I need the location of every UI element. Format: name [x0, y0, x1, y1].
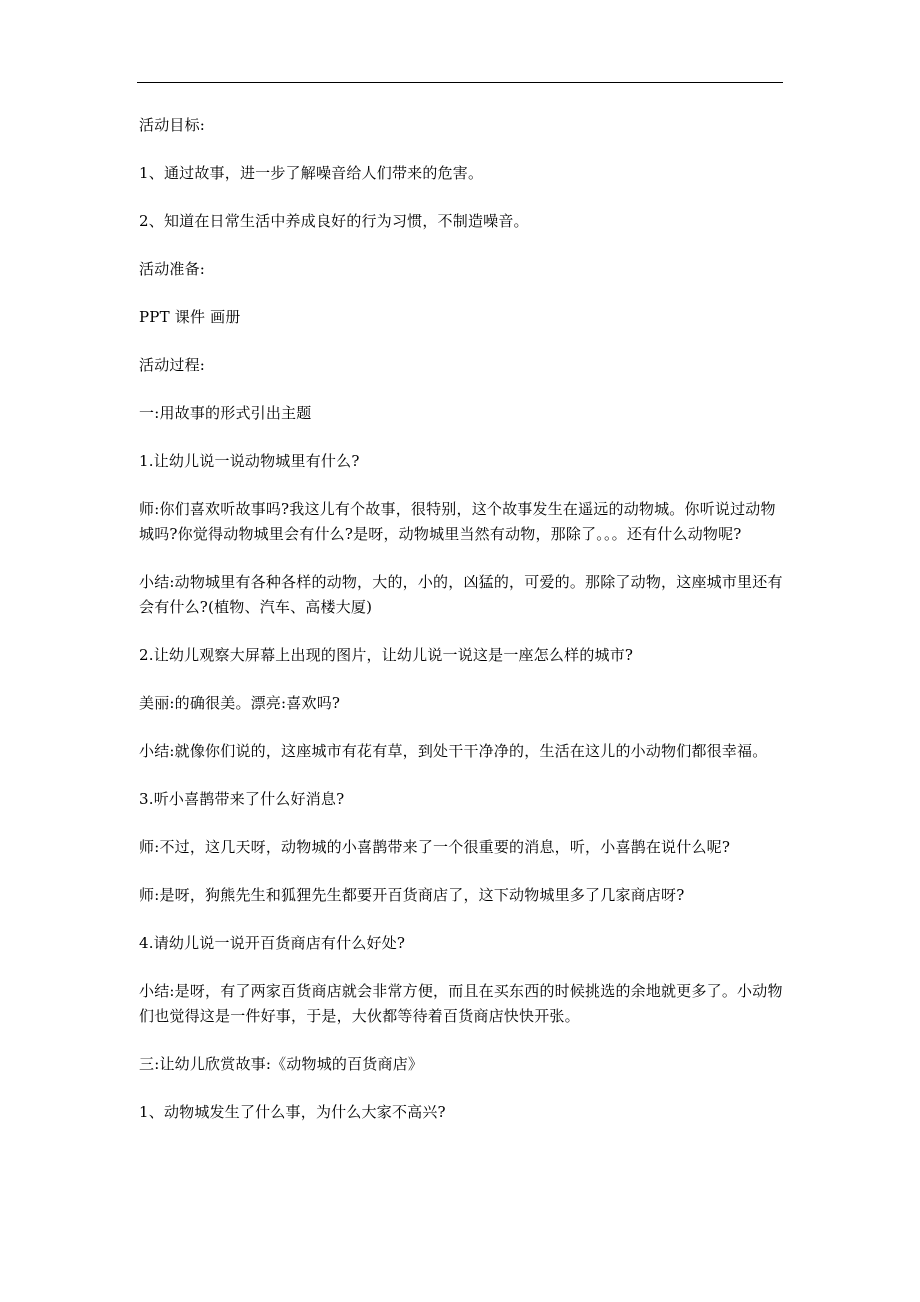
- teacher-dialogue-2: 师:不过，这几天呀，动物城的小喜鹊带来了一个很重要的消息，听，小喜鹊在说什么呢?: [139, 838, 731, 856]
- goal-item-1: 1、通过故事，进一步了解噪音给人们带来的危害。: [139, 164, 484, 182]
- section-heading-preparation: 活动准备:: [139, 260, 206, 278]
- summary-3: 小结:是呀，有了两家百货商店就会非常方便，而且在买东西的时候挑选的余地就更多了。小动物们也觉得这是一件好事，于是，大伙都等待着百货商店快快开张。: [139, 982, 783, 1025]
- process-substep-3: 3.听小喜鹊带来了什么好消息?: [139, 790, 345, 808]
- summary-2: 小结:就像你们说的，这座城市有花有草，到处干干净净的，生活在这儿的小动物们都很幸福。: [139, 742, 768, 760]
- dialogue-beautiful: 美丽:的确很美。漂亮:喜欢吗?: [139, 694, 341, 712]
- process-step-3-question-1: 1、动物城发生了什么事，为什么大家不高兴?: [139, 1103, 446, 1121]
- process-step-1-heading: 一:用故事的形式引出主题: [139, 404, 312, 422]
- summary-1: 小结:动物城里有各种各样的动物，大的，小的，凶猛的，可爱的。那除了动物，这座城市里还有会有什么?(植物、汽车、高楼大厦): [139, 573, 783, 616]
- process-substep-2: 2.让幼儿观察大屏幕上出现的图片，让幼儿说一说这是一座怎么样的城市?: [139, 646, 634, 664]
- goal-item-2: 2、知道在日常生活中养成良好的行为习惯，不制造噪音。: [139, 212, 529, 230]
- header-rule: [137, 82, 783, 83]
- process-substep-1: 1.让幼儿说一说动物城里有什么?: [139, 452, 360, 470]
- process-substep-4: 4.请幼儿说一说开百货商店有什么好处?: [139, 934, 406, 952]
- document-body: [139, 113, 784, 1148]
- preparation-materials: PPT 课件 画册: [139, 308, 241, 326]
- process-step-3-heading: 三:让幼儿欣赏故事:《动物城的百货商店》: [139, 1055, 424, 1073]
- section-heading-process: 活动过程:: [139, 356, 206, 374]
- teacher-dialogue-3: 师:是呀，狗熊先生和狐狸先生都要开百货商店了，这下动物城里多了几家商店呀?: [139, 886, 685, 904]
- teacher-dialogue-1: 师:你们喜欢听故事吗?我这儿有个故事，很特别，这个故事发生在遥远的动物城。你听说过动物城吗?你觉得动物城里会有什么?是呀，动物城里当然有动物，那除了。。。还有什么动物呢?: [139, 500, 776, 543]
- section-heading-goals: 活动目标:: [139, 116, 206, 134]
